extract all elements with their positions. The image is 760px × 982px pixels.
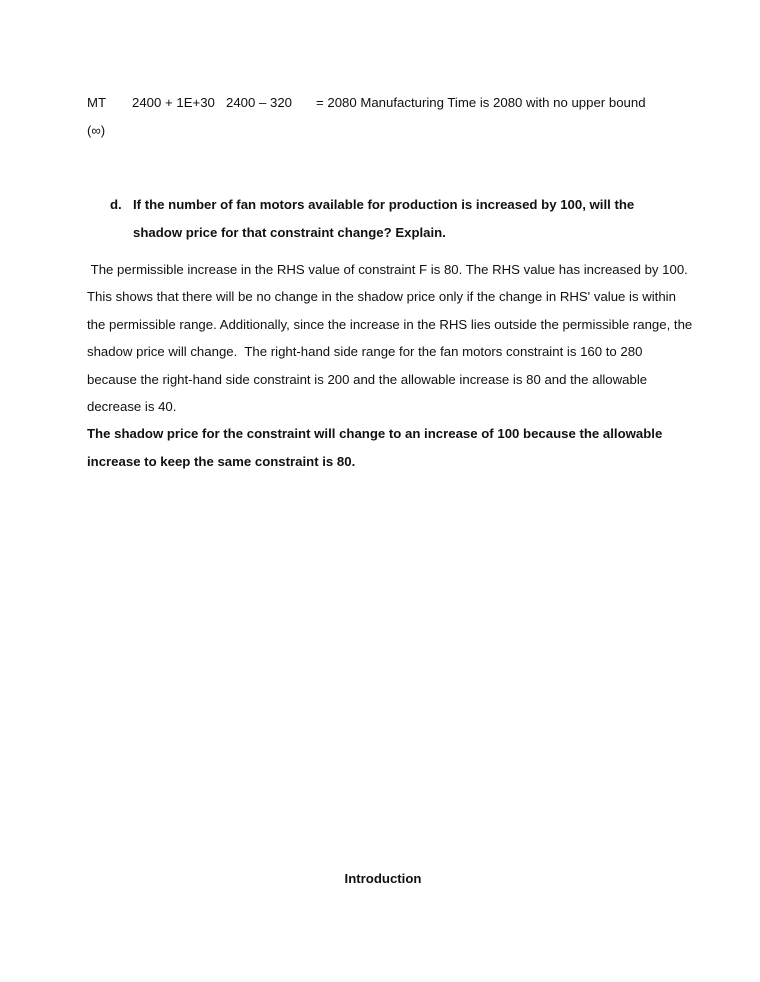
question-d — [110, 191, 670, 246]
section-heading: Introduction — [344, 871, 422, 886]
mt-lower-expression: 2400 – 320 — [226, 95, 293, 110]
mt-label: MT — [87, 95, 107, 110]
answer-conclusion: The shadow price for the constraint will change to an increase of 100 because the allowable increase to keep the same constraint is 80. — [87, 426, 663, 469]
mt-infinity-note: (∞) — [87, 123, 106, 138]
answer-paragraph: The permissible increase in the RHS value of constraint F is 80. The RHS value has increased by 100. This shows that there will be no change in the shadow price only if the change in RHS' value is within the permissible range. Additionally, since the increase in the RHS lies outside the permissible range, the shadow price will change. The right-hand side range for the fan motors constraint is 160 to 280 because the right-hand side constraint is 200 and the allowable increase is 80 and the allowable decrease is 40. — [87, 262, 696, 415]
mt-result-text: = 2080 Manufacturing Time is 2080 with no upper bound — [316, 95, 646, 110]
mt-calculation-row — [87, 94, 687, 112]
answer-block — [87, 256, 696, 475]
mt-upper-expression: 2400 + 1E+30 — [132, 95, 215, 110]
question-text: If the number of fan motors available for production is increased by 100, will the shadow price for that constraint change? Explain. — [133, 197, 635, 240]
question-marker: d. — [110, 197, 122, 212]
